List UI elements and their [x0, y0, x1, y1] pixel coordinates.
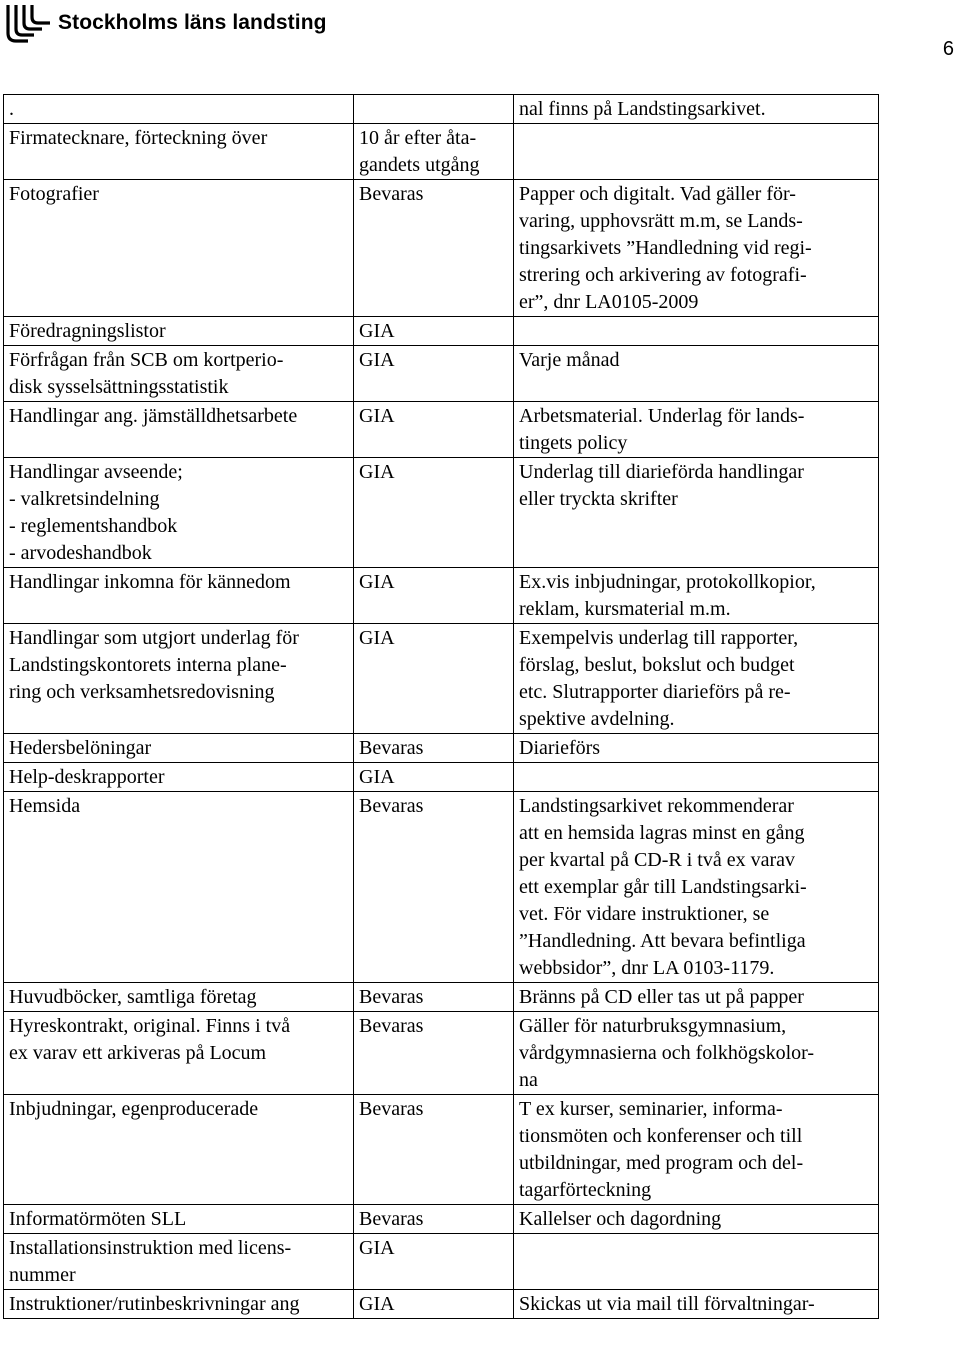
retention-term-cell: Bevaras	[354, 792, 514, 983]
record-name: Inbjudningar, egenproducerade	[9, 1098, 259, 1120]
table-row	[4, 624, 879, 734]
record-note-cell	[514, 763, 879, 792]
record-name-cell	[4, 1205, 354, 1234]
table-row	[4, 317, 879, 346]
record-note-cell: Arbetsmaterial. Underlag för lands- tingets policy	[514, 402, 879, 458]
record-name-cell	[4, 95, 354, 124]
record-name: Installationsinstruktion med licens- nummer	[9, 1237, 292, 1286]
retention-term-cell: Bevaras	[354, 1205, 514, 1234]
record-name: .	[9, 98, 14, 120]
retention-term-cell: GIA	[354, 458, 514, 568]
record-name: - valkretsindelning	[9, 488, 160, 510]
record-name-cell	[4, 1234, 354, 1290]
record-name-cell	[4, 1012, 354, 1095]
record-name: Huvudböcker, samtliga företag	[9, 986, 257, 1008]
record-name: Help-deskrapporter	[9, 766, 165, 788]
record-name: Handlingar inkomna för kännedom	[9, 571, 291, 593]
table-row	[4, 1205, 879, 1234]
retention-term-cell: Bevaras	[354, 180, 514, 317]
record-note-cell: Varje månad	[514, 346, 879, 402]
record-note-cell: Papper och digitalt. Vad gäller för- varing, upphovsrätt m.m, se Lands- tingsarkivets ”Handledning vid regi- strering och arkivering av fotografi- er”, dnr LA0105-2009	[514, 180, 879, 317]
record-name: Förfrågan från SCB om kortperio- disk sysselsättningsstatistik	[9, 349, 284, 398]
record-name-cell	[4, 983, 354, 1012]
record-note-cell: Exempelvis underlag till rapporter, förslag, beslut, bokslut och budget etc. Slutrapporter diarieförs på re- spektive avdelning.	[514, 624, 879, 734]
record-name-cell	[4, 402, 354, 458]
record-note-cell	[514, 1234, 879, 1290]
record-name: - arvodeshandbok	[9, 542, 152, 564]
record-name-cell	[4, 792, 354, 983]
retention-term-cell: GIA	[354, 346, 514, 402]
retention-term-cell: GIA	[354, 1234, 514, 1290]
table-row	[4, 180, 879, 317]
retention-term-cell	[354, 95, 514, 124]
table-row	[4, 792, 879, 983]
table-row	[4, 402, 879, 458]
record-name: Handlingar ang. jämställdhetsarbete	[9, 405, 298, 427]
record-note-cell	[514, 317, 879, 346]
retention-term-cell: GIA	[354, 1290, 514, 1319]
retention-term-cell: Bevaras	[354, 1012, 514, 1095]
record-name-cell	[4, 1095, 354, 1205]
records-table	[3, 94, 879, 1319]
table-row	[4, 734, 879, 763]
table-row	[4, 1290, 879, 1319]
record-name: Handlingar avseende;	[9, 461, 183, 483]
record-note-cell: Skickas ut via mail till förvaltningar-	[514, 1290, 879, 1319]
retention-term-cell: Bevaras	[354, 734, 514, 763]
retention-term-cell: Bevaras	[354, 1095, 514, 1205]
record-name: - reglementshandbok	[9, 515, 178, 537]
record-name-cell	[4, 346, 354, 402]
record-name-cell	[4, 624, 354, 734]
record-name-cell	[4, 124, 354, 180]
record-note-cell	[514, 124, 879, 180]
record-name: Fotografier	[9, 183, 99, 205]
record-name: Hemsida	[9, 795, 81, 817]
record-name-cell	[4, 317, 354, 346]
table-row	[4, 1012, 879, 1095]
retention-term-cell: GIA	[354, 317, 514, 346]
record-name-cell	[4, 763, 354, 792]
record-note-cell: Bränns på CD eller tas ut på papper	[514, 983, 879, 1012]
record-name: Föredragningslistor	[9, 320, 166, 342]
record-name: Firmatecknare, förteckning över	[9, 127, 268, 149]
page-number: 6	[942, 38, 954, 60]
record-name-cell	[4, 1290, 354, 1319]
retention-term-cell: GIA	[354, 402, 514, 458]
record-name: Hedersbelöningar	[9, 737, 152, 759]
retention-term-cell: GIA	[354, 763, 514, 792]
table-row	[4, 1095, 879, 1205]
table-row	[4, 983, 879, 1012]
record-note-cell: T ex kurser, seminarier, informa- tionsmöten och konferenser och till utbildningar, med program och del- tagarförteckning	[514, 1095, 879, 1205]
logo-text: Stockholms läns landsting	[58, 11, 327, 34]
table-row	[4, 1234, 879, 1290]
record-note-cell: Ex.vis inbjudningar, protokollkopior, reklam, kursmaterial m.m.	[514, 568, 879, 624]
record-note-cell: Landstingsarkivet rekommenderar att en hemsida lagras minst en gång per kvartal på CD-R i två ex varav ett exemplar går till Landstingsarki- vet. För vidare instruktioner, se ”Handledning. Att bevara befintliga webbsidor”, dnr LA 0103-1179.	[514, 792, 879, 983]
record-name-cell	[4, 568, 354, 624]
retention-term-cell: 10 år efter åta- gandets utgång	[354, 124, 514, 180]
retention-term-cell: Bevaras	[354, 983, 514, 1012]
logo	[4, 2, 327, 44]
table-row	[4, 95, 879, 124]
record-note-cell: nal finns på Landstingsarkivet.	[514, 95, 879, 124]
record-name: Hyreskontrakt, original. Finns i två ex varav ett arkiveras på Locum	[9, 1015, 291, 1064]
record-note-cell: Diarieförs	[514, 734, 879, 763]
record-name: Handlingar som utgjort underlag för Landstingskontorets interna plane- ring och verksamhetsredovisning	[9, 627, 299, 703]
record-note-cell: Underlag till diarieförda handlingar eller tryckta skrifter	[514, 458, 879, 568]
retention-term-cell: GIA	[354, 624, 514, 734]
record-note-cell: Gäller för naturbruksgymnasium, vårdgymnasierna och folkhögskolor- na	[514, 1012, 879, 1095]
retention-term-cell: GIA	[354, 568, 514, 624]
table-row	[4, 346, 879, 402]
table-row	[4, 568, 879, 624]
records-table-body	[4, 95, 879, 1319]
record-name: Instruktioner/rutinbeskrivningar ang	[9, 1293, 300, 1315]
table-row	[4, 124, 879, 180]
record-name-cell	[4, 180, 354, 317]
record-name-cell	[4, 734, 354, 763]
record-name: Informatörmöten SLL	[9, 1208, 187, 1230]
record-name-cell	[4, 458, 354, 568]
record-note-cell: Kallelser och dagordning	[514, 1205, 879, 1234]
sll-logo-mark-icon	[4, 3, 52, 43]
table-row	[4, 458, 879, 568]
table-row	[4, 763, 879, 792]
